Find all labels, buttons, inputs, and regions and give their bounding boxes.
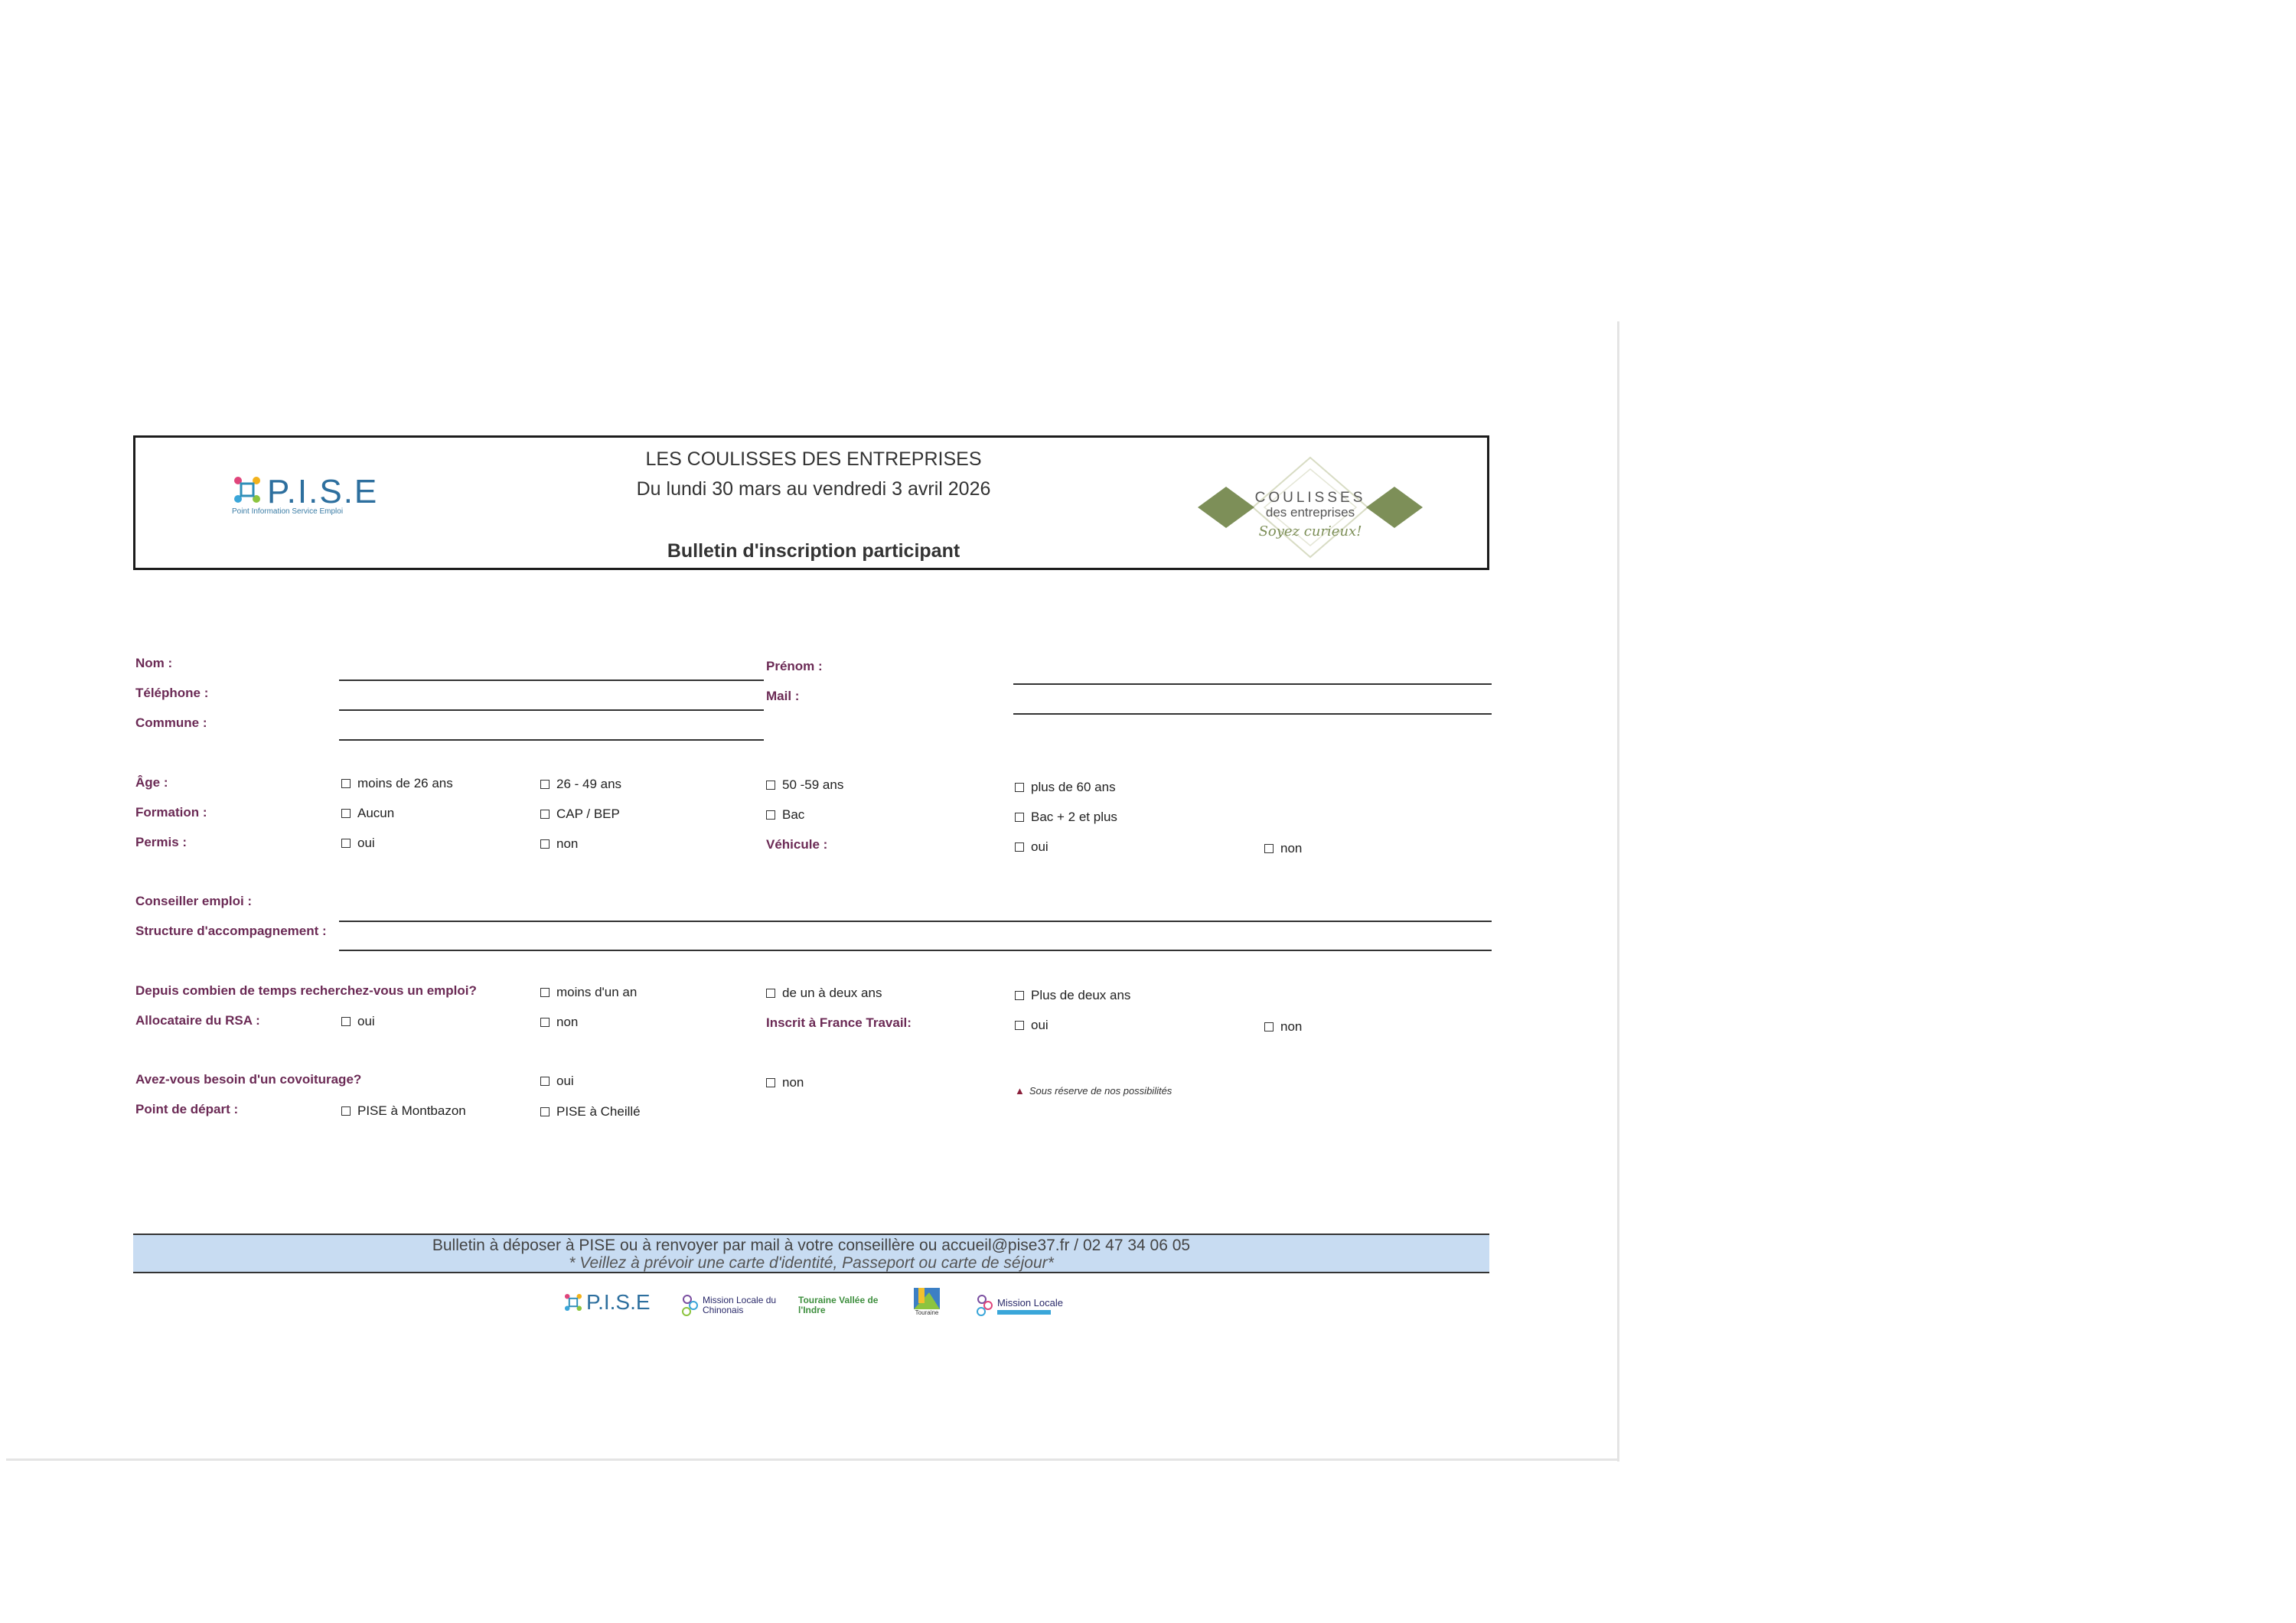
label-recherche: Depuis combien de temps recherchez-vous un emploi? [135,983,477,998]
checkbox-icon [1015,842,1024,852]
vehicule-option[interactable]: oui [1015,839,1049,855]
mission-locale-bar [997,1310,1051,1315]
commune-input-line[interactable] [339,739,764,741]
pise-figures-icon [232,474,263,505]
age-option[interactable]: plus de 60 ans [1015,780,1116,795]
conseiller-input-line[interactable] [339,921,1492,922]
recherche-option[interactable]: Plus de deux ans [1015,988,1130,1003]
permis-option[interactable]: oui [341,836,375,851]
checkbox-icon [341,809,351,818]
warning-triangle-icon: ▲ [1015,1085,1025,1097]
partner-logo-mission-locale-chinonais: Mission Locale du Chinonais [680,1289,783,1322]
formation-option[interactable]: CAP / BEP [540,807,620,822]
formation-option[interactable]: Aucun [341,806,394,821]
scan-edge-right [1617,321,1619,1462]
pise-logo-text: P.I.S.E [267,473,379,510]
checkbox-icon [1264,844,1274,853]
france-travail-option[interactable]: oui [1015,1018,1049,1033]
prenom-input-line[interactable] [1013,683,1492,685]
coulisses-line2: des entreprises [1265,505,1355,520]
checkbox-icon [1015,813,1024,822]
covoiturage-option[interactable]: oui [540,1074,574,1089]
checkbox-icon [341,839,351,848]
recherche-option[interactable]: moins d'un an [540,985,637,1000]
checkbox-icon [1015,1021,1024,1030]
header-subtitle: Bulletin d'inscription participant [667,540,960,562]
label-permis: Permis : [135,835,188,849]
vehicule-option[interactable]: non [1264,841,1302,856]
label-depart: Point de départ : [135,1102,239,1116]
formation-option[interactable]: Bac + 2 et plus [1015,810,1117,825]
label-conseiller: Conseiller emploi : [135,894,253,908]
footer-band [133,1234,1489,1273]
checkbox-icon [766,1078,775,1087]
coulisses-logo [1192,450,1429,565]
label-commune: Commune : [135,715,207,730]
checkbox-icon [341,1017,351,1026]
header-title: LES COULISSES DES ENTREPRISES [645,448,982,470]
coulisses-line1: COULISSES [1254,490,1366,506]
rsa-option[interactable]: non [540,1015,578,1030]
footer-instructions: Bulletin à déposer à PISE ou à renvoyer par mail à votre conseillère ou accueil@pise37.fr / 02 47 34 06 05 [432,1237,1191,1254]
checkbox-icon [540,780,550,789]
partner-logo-touraine: Touraine [905,1288,948,1322]
checkbox-icon [1264,1022,1274,1031]
label-vehicule: Véhicule : [766,837,828,852]
checkbox-icon [1015,991,1024,1000]
label-telephone: Téléphone : [135,686,209,700]
permis-option[interactable]: non [540,836,578,852]
checkbox-icon [766,810,775,820]
checkbox-icon [540,988,550,997]
label-formation: Formation : [135,805,207,820]
age-option[interactable]: 50 -59 ans [766,777,843,793]
label-prenom: Prénom : [766,659,823,673]
structure-input-line[interactable] [339,950,1492,951]
partner-logo-pise: P.I.S.E [563,1287,651,1318]
mission-locale-icon [680,1292,701,1319]
depart-option[interactable]: PISE à Cheillé [540,1104,641,1119]
checkbox-icon [540,1107,550,1116]
footer-id-note: * Veillez à prévoir une carte d'identité, Passeport ou carte de séjour* [569,1254,1054,1272]
partner-logo-touraine-vallee-indre: Touraine Vallée de l'Indre [798,1295,879,1315]
checkbox-icon [766,781,775,790]
scan-edge-bottom [6,1458,1617,1461]
checkbox-icon [540,810,550,819]
rsa-option[interactable]: oui [341,1014,375,1029]
checkbox-icon [540,839,550,849]
mission-locale-icon [974,1292,996,1319]
nom-input-line[interactable] [339,680,764,681]
france-travail-option[interactable]: non [1264,1019,1302,1035]
label-structure: Structure d'accompagnement : [135,924,327,938]
header-dates: Du lundi 30 mars au vendredi 3 avril 2026 [636,478,991,500]
label-france-travail: Inscrit à France Travail: [766,1015,912,1030]
checkbox-icon [1015,783,1024,792]
checkbox-icon [341,1106,351,1116]
pise-logo-tagline: Point Information Service Emploi [232,507,344,516]
coulisses-slogan: Soyez curieux! [1258,523,1362,539]
touraine-flag-icon [914,1288,940,1309]
checkbox-icon [341,779,351,788]
age-option[interactable]: 26 - 49 ans [540,777,621,792]
label-mail: Mail : [766,689,800,703]
checkbox-icon [540,1077,550,1086]
label-age: Âge : [135,775,168,790]
label-rsa: Allocataire du RSA : [135,1013,260,1028]
checkbox-icon [766,989,775,998]
mail-input-line[interactable] [1013,713,1492,715]
age-option[interactable]: moins de 26 ans [341,776,453,791]
pise-logo [232,473,416,519]
covoiturage-option[interactable]: non [766,1075,804,1090]
partner-logo-mission-locale: Mission Locale [974,1289,1066,1322]
label-nom: Nom : [135,656,173,670]
recherche-option[interactable]: de un à deux ans [766,986,882,1001]
formation-option[interactable]: Bac [766,807,804,823]
header-box [133,435,1489,570]
label-covoiturage: Avez-vous besoin d'un covoiturage? [135,1072,362,1087]
checkbox-icon [540,1018,550,1027]
pise-figures-icon [563,1292,583,1312]
covoiturage-note: ▲ Sous réserve de nos possibilités [1015,1085,1172,1097]
depart-option[interactable]: PISE à Montbazon [341,1103,466,1119]
telephone-input-line[interactable] [339,709,764,711]
